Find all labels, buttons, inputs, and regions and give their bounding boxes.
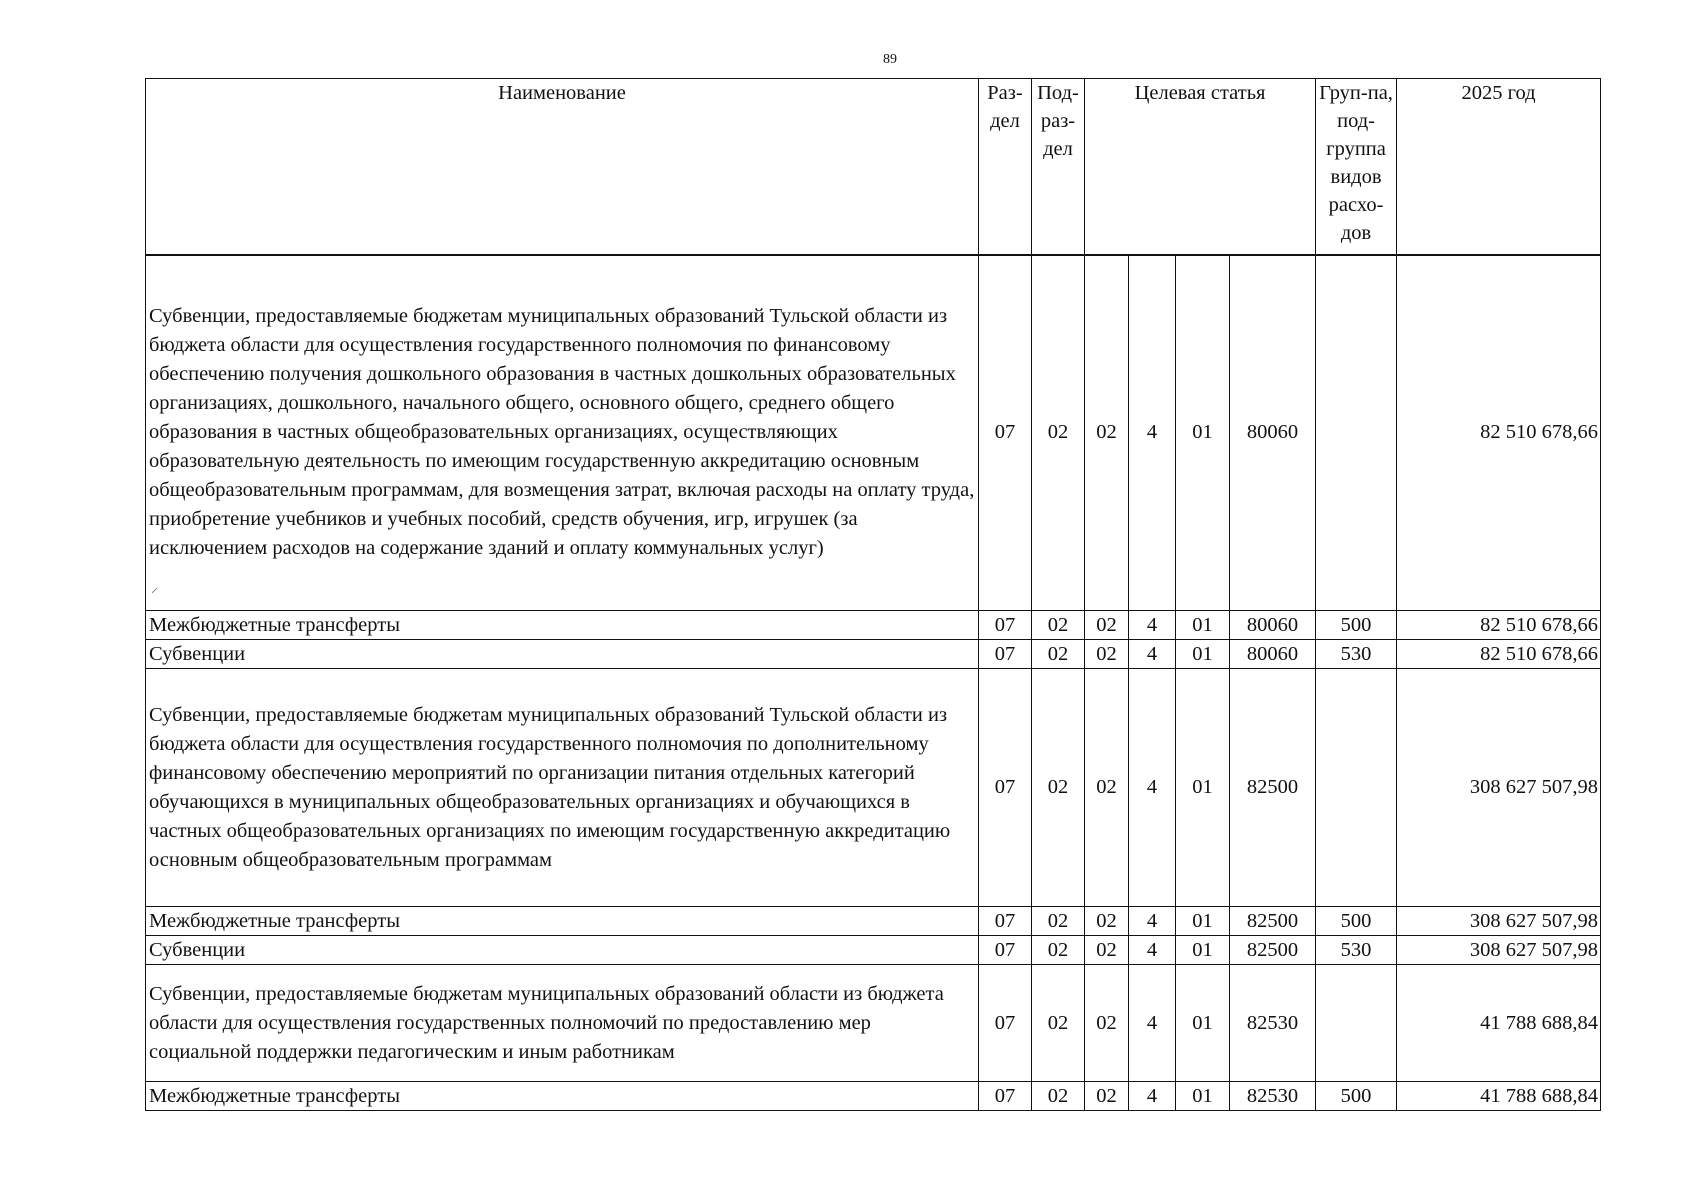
table-row bbox=[146, 611, 1601, 640]
budget-table bbox=[145, 78, 1601, 1111]
header-section: Раз-дел bbox=[979, 79, 1032, 255]
row-section: 07 bbox=[979, 1082, 1032, 1111]
row-target-direction: 82530 bbox=[1230, 1082, 1316, 1111]
header-row bbox=[146, 79, 1601, 255]
row-target-program: 02 bbox=[1085, 611, 1129, 640]
row-target-program: 02 bbox=[1085, 907, 1129, 936]
row-target-subprogram: 01 bbox=[1176, 669, 1230, 907]
row-target-program: 02 bbox=[1085, 965, 1129, 1082]
row-name: Межбюджетные трансферты bbox=[146, 1082, 979, 1111]
row-section: 07 bbox=[979, 936, 1032, 965]
row-target-subprogram: 01 bbox=[1176, 936, 1230, 965]
row-target-type: 4 bbox=[1129, 255, 1176, 611]
header-target-article: Целевая статья bbox=[1085, 79, 1316, 255]
row-expense-group: 530 bbox=[1316, 936, 1397, 965]
header-name: Наименование bbox=[146, 79, 979, 255]
row-target-program: 02 bbox=[1085, 640, 1129, 669]
table-row bbox=[146, 965, 1601, 1082]
row-name: Субвенции bbox=[146, 936, 979, 965]
row-section: 07 bbox=[979, 669, 1032, 907]
row-target-subprogram: 01 bbox=[1176, 640, 1230, 669]
row-section: 07 bbox=[979, 640, 1032, 669]
row-amount: 308 627 507,98 bbox=[1397, 669, 1601, 907]
header-expense-group: Груп-па, под-группа видов расхо-дов bbox=[1316, 79, 1397, 255]
header-subsection: Под-раз-дел bbox=[1032, 79, 1085, 255]
row-target-direction: 80060 bbox=[1230, 611, 1316, 640]
table-body bbox=[146, 255, 1601, 1111]
row-amount: 41 788 688,84 bbox=[1397, 1082, 1601, 1111]
row-amount: 308 627 507,98 bbox=[1397, 907, 1601, 936]
row-subsection: 02 bbox=[1032, 669, 1085, 907]
row-target-program: 02 bbox=[1085, 1082, 1129, 1111]
row-target-subprogram: 01 bbox=[1176, 611, 1230, 640]
row-expense-group: 530 bbox=[1316, 640, 1397, 669]
row-name: Межбюджетные трансферты bbox=[146, 907, 979, 936]
row-target-program: 02 bbox=[1085, 669, 1129, 907]
row-section: 07 bbox=[979, 611, 1032, 640]
row-target-type: 4 bbox=[1129, 611, 1176, 640]
row-target-direction: 80060 bbox=[1230, 640, 1316, 669]
row-amount: 308 627 507,98 bbox=[1397, 936, 1601, 965]
scan-mark: ⸝ bbox=[151, 581, 158, 596]
table-row bbox=[146, 907, 1601, 936]
row-target-type: 4 bbox=[1129, 669, 1176, 907]
row-expense-group: 500 bbox=[1316, 907, 1397, 936]
table-row bbox=[146, 669, 1601, 907]
row-subsection: 02 bbox=[1032, 640, 1085, 669]
row-name: Субвенции bbox=[146, 640, 979, 669]
row-name: Субвенции, предоставляемые бюджетам муниципальных образований области из бюджета области для осуществления государственных полномочий по предоставлению мер социальной поддержки педагогическим и иным работникам bbox=[146, 965, 979, 1082]
row-name: Межбюджетные трансферты bbox=[146, 611, 979, 640]
row-name: Субвенции, предоставляемые бюджетам муниципальных образований Тульской области из бюджета области для осуществления государственного полномочия по дополнительному финансовому обеспечению мероприятий по организации питания отдельных категорий обучающихся в муниципальных общеобразовательных организациях и обучающихся в частных общеобразовательных организациях по имеющим государственную аккредитацию основным общеобразовательным программам bbox=[146, 669, 979, 907]
row-expense-group bbox=[1316, 255, 1397, 611]
page-number: 89 bbox=[883, 52, 897, 67]
row-amount: 41 788 688,84 bbox=[1397, 965, 1601, 1082]
row-subsection: 02 bbox=[1032, 907, 1085, 936]
row-amount: 82 510 678,66 bbox=[1397, 255, 1601, 611]
table-row bbox=[146, 936, 1601, 965]
row-target-subprogram: 01 bbox=[1176, 1082, 1230, 1111]
row-target-type: 4 bbox=[1129, 640, 1176, 669]
row-section: 07 bbox=[979, 255, 1032, 611]
table-row bbox=[146, 1082, 1601, 1111]
table-row bbox=[146, 640, 1601, 669]
row-subsection: 02 bbox=[1032, 611, 1085, 640]
row-amount: 82 510 678,66 bbox=[1397, 640, 1601, 669]
row-target-direction: 82500 bbox=[1230, 907, 1316, 936]
row-target-type: 4 bbox=[1129, 936, 1176, 965]
row-section: 07 bbox=[979, 965, 1032, 1082]
row-target-type: 4 bbox=[1129, 965, 1176, 1082]
row-target-direction: 80060 bbox=[1230, 255, 1316, 611]
row-target-subprogram: 01 bbox=[1176, 255, 1230, 611]
row-target-type: 4 bbox=[1129, 1082, 1176, 1111]
row-expense-group bbox=[1316, 965, 1397, 1082]
row-subsection: 02 bbox=[1032, 936, 1085, 965]
row-subsection: 02 bbox=[1032, 1082, 1085, 1111]
row-target-direction: 82500 bbox=[1230, 669, 1316, 907]
row-target-direction: 82530 bbox=[1230, 965, 1316, 1082]
row-target-subprogram: 01 bbox=[1176, 907, 1230, 936]
row-amount: 82 510 678,66 bbox=[1397, 611, 1601, 640]
row-target-direction: 82500 bbox=[1230, 936, 1316, 965]
row-subsection: 02 bbox=[1032, 255, 1085, 611]
row-target-program: 02 bbox=[1085, 936, 1129, 965]
row-expense-group bbox=[1316, 669, 1397, 907]
row-expense-group: 500 bbox=[1316, 1082, 1397, 1111]
row-section: 07 bbox=[979, 907, 1032, 936]
row-target-program: 02 bbox=[1085, 255, 1129, 611]
row-name: Субвенции, предоставляемые бюджетам муниципальных образований Тульской области из бюджета области для осуществления государственного полномочия по финансовому обеспечению получения дошкольного образования в частных дошкольных образовательных организациях, дошкольного, начального общего, основного общего, среднего общего образования в частных общеобразовательных организациях, осуществляющих образовательную деятельность по имеющим государственную аккредитацию основным общеобразовательным программам, для возмещения затрат, включая расходы на оплату труда, приобретение учебников и учебных пособий, средств обучения, игр, игрушек (за исключением расходов на содержание зданий и оплату коммунальных услуг) bbox=[146, 255, 979, 611]
table-row bbox=[146, 255, 1601, 611]
row-expense-group: 500 bbox=[1316, 611, 1397, 640]
header-year: 2025 год bbox=[1397, 79, 1601, 255]
row-target-type: 4 bbox=[1129, 907, 1176, 936]
row-subsection: 02 bbox=[1032, 965, 1085, 1082]
row-target-subprogram: 01 bbox=[1176, 965, 1230, 1082]
